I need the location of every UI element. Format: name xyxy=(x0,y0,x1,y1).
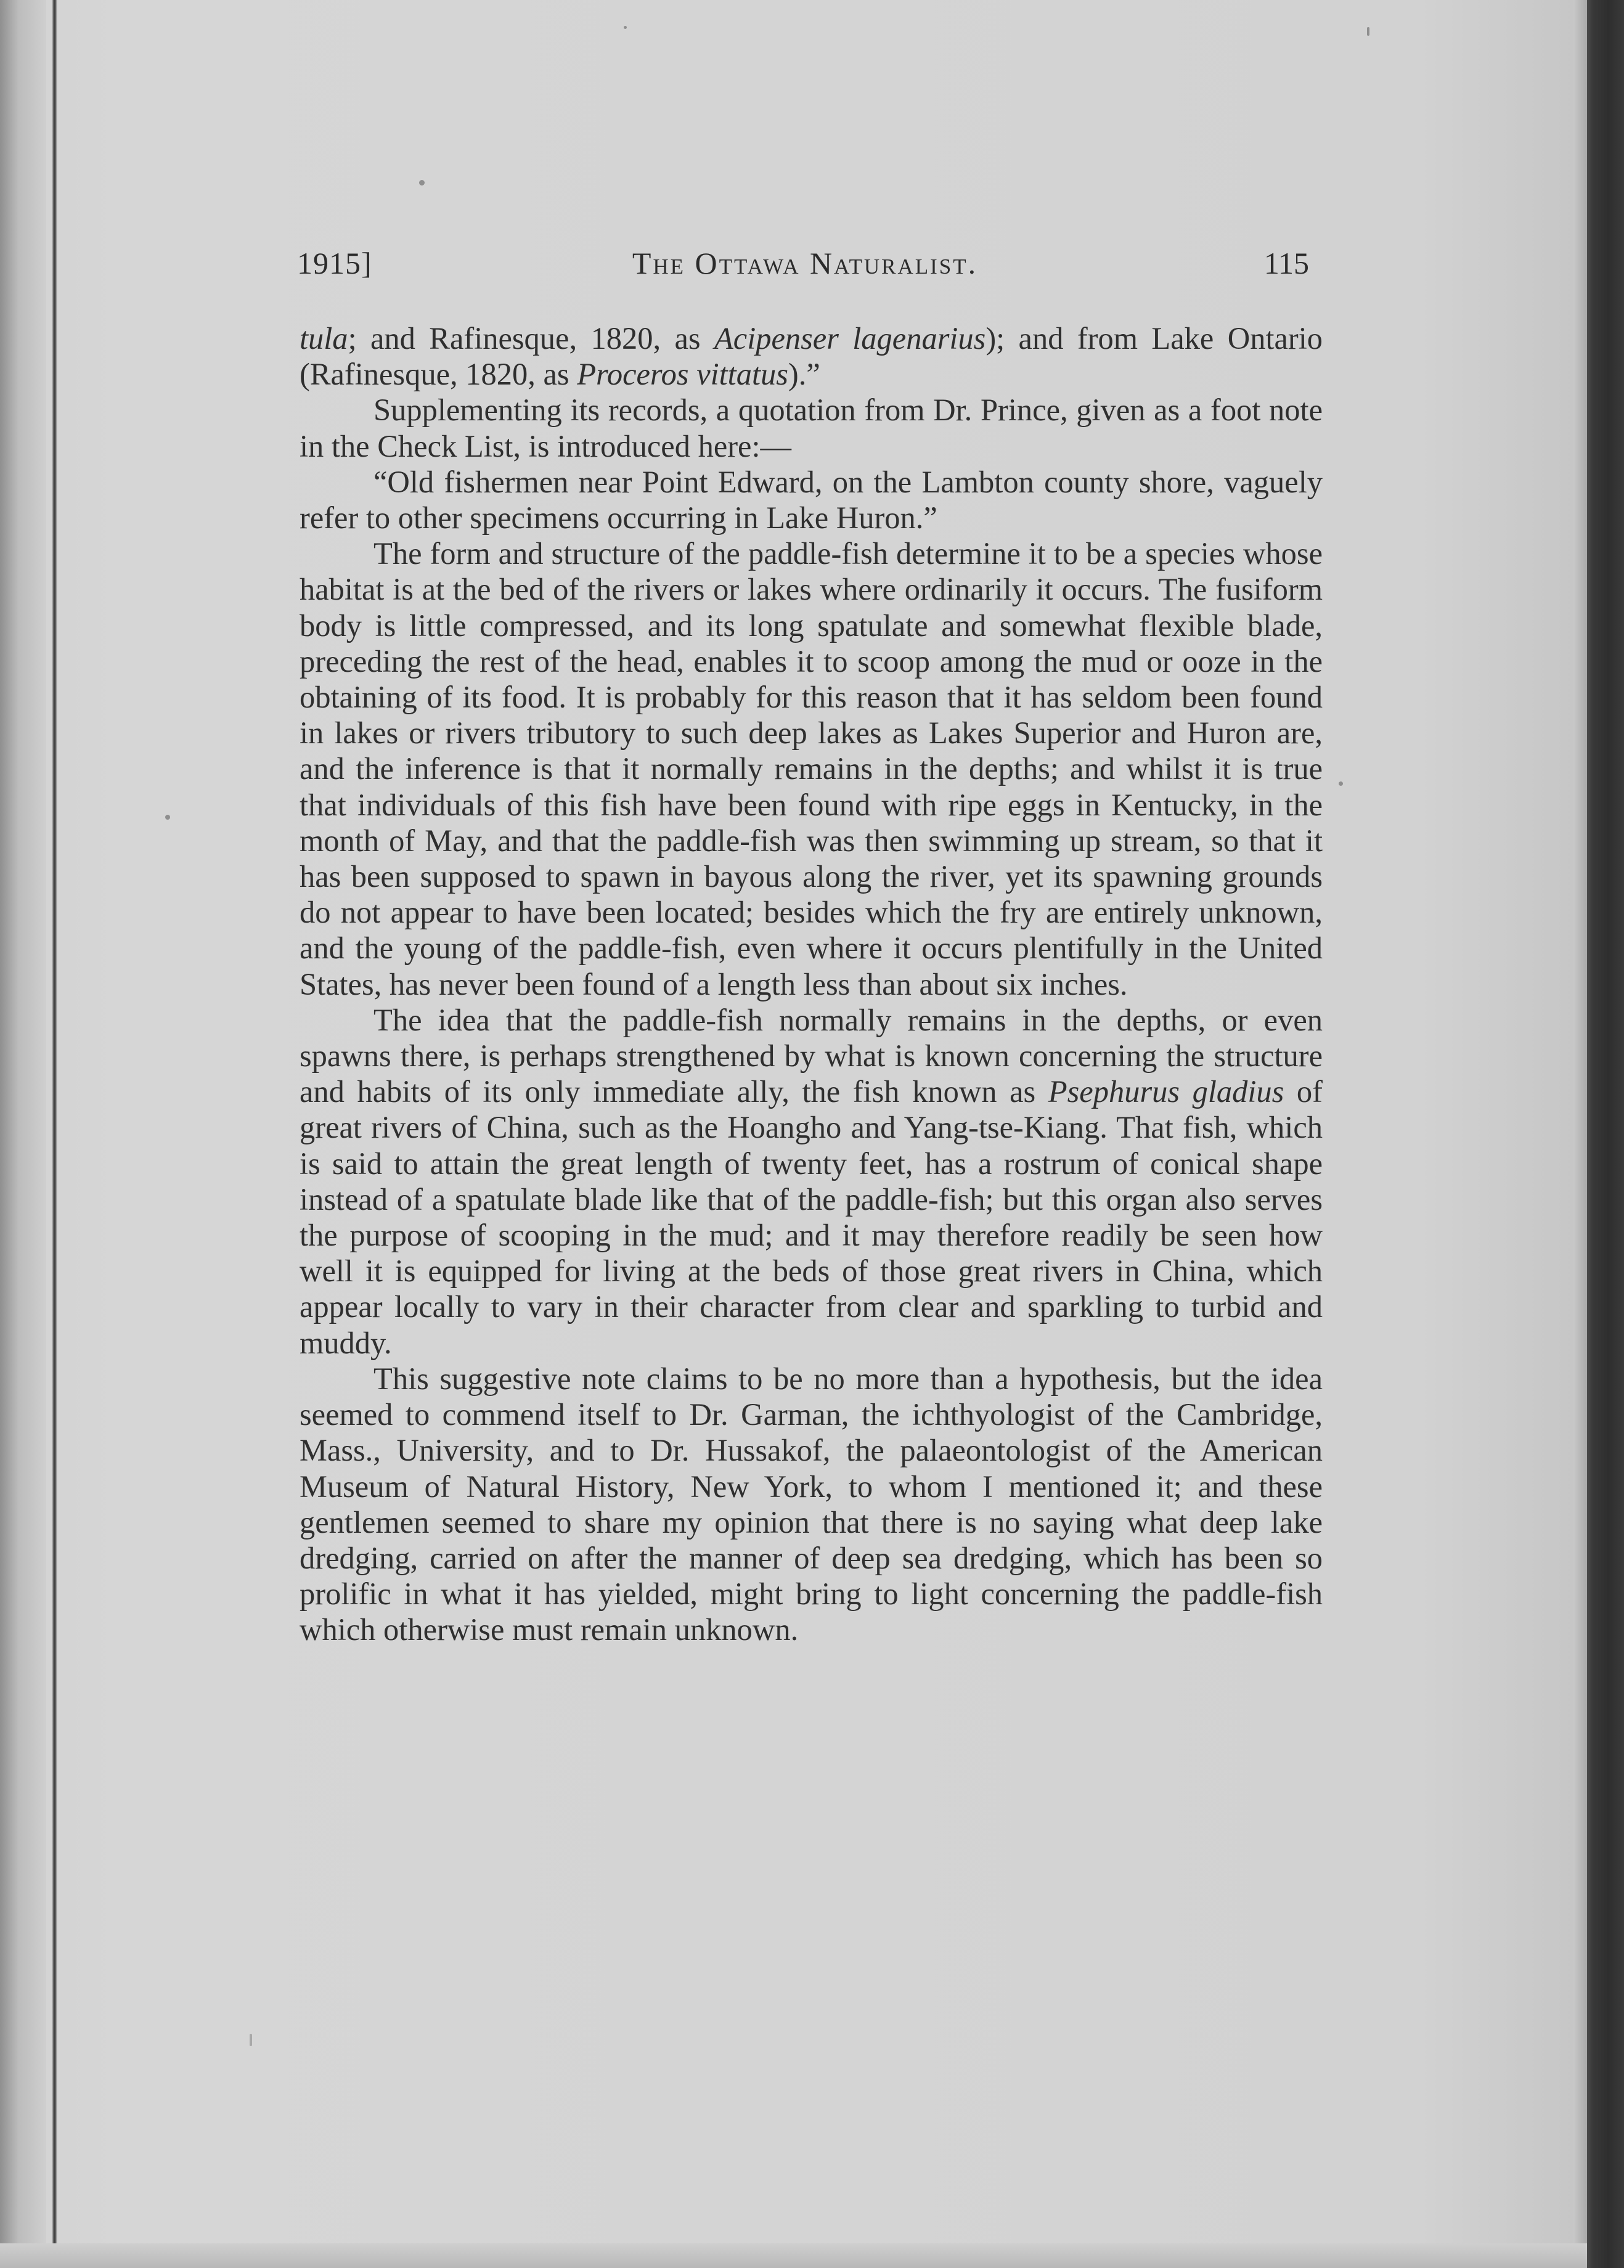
page-edge-highlight xyxy=(1573,0,1587,2268)
paragraph xyxy=(300,1361,1323,1648)
italic-species-name: Psephurus gladius xyxy=(1048,1074,1284,1109)
scan-speck xyxy=(1367,27,1369,36)
scan-speck xyxy=(165,815,170,820)
paragraph xyxy=(300,320,1323,392)
scan-speck xyxy=(419,180,425,186)
running-header xyxy=(290,245,1320,288)
paragraph xyxy=(300,464,1323,536)
italic-species-name: Acipenser lagenarius xyxy=(714,321,986,356)
page-number: 115 xyxy=(1263,246,1309,280)
binding-edge-line xyxy=(52,0,57,2268)
page-bottom-fold xyxy=(0,2243,1587,2268)
page-right-edge xyxy=(1587,0,1624,2268)
italic-species-name: Proceros vittatus xyxy=(577,357,788,392)
scan-speck xyxy=(250,2034,252,2046)
text-run: ).” xyxy=(788,357,820,392)
paragraph xyxy=(300,392,1323,463)
text-run: This suggestive note claims to be no more than a hypothesis, but the idea seemed to commend itself to Dr. Garman, the ichthyologist of the Cambridge, Mass., University, and to Dr. Hussakof, the palaeontologist of the American Museum of Natural History, New York, to whom I mentioned it; and these gentlemen seemed to share my opinion that there is no saying what deep lake dredging, carried on after the manner of deep sea dredging, which has been so prolific in what it has yielded, might bring to light concerning the paddle-fish which otherwise must remain unknown. xyxy=(300,1361,1323,1647)
journal-title: The Ottawa Naturalist. xyxy=(632,246,978,280)
scan-speck xyxy=(1339,781,1343,786)
paragraph xyxy=(300,1002,1323,1361)
header-year: 1915] xyxy=(297,246,372,280)
text-run: The idea that the paddle-fish normally remains in the depths, or even spawns there, is perhaps strengthened by what is known concerning the structure and habits of its only immediate ally, the fish known as xyxy=(300,1002,1323,1109)
text-run: ; and Rafinesque, 1820, as xyxy=(348,321,714,356)
scan-speck xyxy=(624,26,627,29)
article-body xyxy=(300,320,1323,1648)
text-run: The form and structure of the paddle-fish determine it to be a species whose habitat is at the bed of the rivers or lakes where ordinarily it occurs. The fusiform body is little compressed, and its long spatulate and somewhat flexible blade, preceding the rest of the head, enables it to scoop among the mud or ooze in the obtaining of its food. It is probably for this reason that it has seldom been found in lakes or rivers tributory to such deep lakes as Lakes Superior and Huron are, and the inference is that it normally remains in the depths; and whilst it is true that individuals of this fish have been found with ripe eggs in Kentucky, in the month of May, and that the paddle-fish was then swimming up stream, so that it has been supposed to spawn in bayous along the river, yet its spawning grounds do not appear to have been located; besides which the fry are entirely unknown, and the young of the paddle-fish, even where it occurs plentifully in the United States, has never been found of a length less than about six inches. xyxy=(300,536,1323,1001)
italic-species-name: tula xyxy=(300,321,348,356)
text-run: Supplementing its records, a quotation from Dr. Prince, given as a foot note in the Check List, is introduced here:— xyxy=(300,393,1323,463)
paragraph xyxy=(300,536,1323,1002)
text-run: ); and from Lake Ontario (Rafinesque, 1820, as xyxy=(300,321,1323,392)
text-run: of great rivers of China, such as the Hoangho and Yang-tse-Kiang. That fish, which is said to attain the great length of twenty feet, has a rostrum of conical shape instead of a spatulate blade like that of the paddle-fish; but this organ also serves the purpose of scooping in the mud; and it may therefore readily be seen how well it is equipped for living at the beds of those great rivers in China, which appear locally to vary in their character from clear and sparkling to turbid and muddy. xyxy=(300,1074,1323,1360)
text-run: “Old fishermen near Point Edward, on the Lambton county shore, vaguely refer to other specimens occurring in Lake Huron.” xyxy=(300,464,1323,536)
spine-shadow xyxy=(0,0,46,2268)
